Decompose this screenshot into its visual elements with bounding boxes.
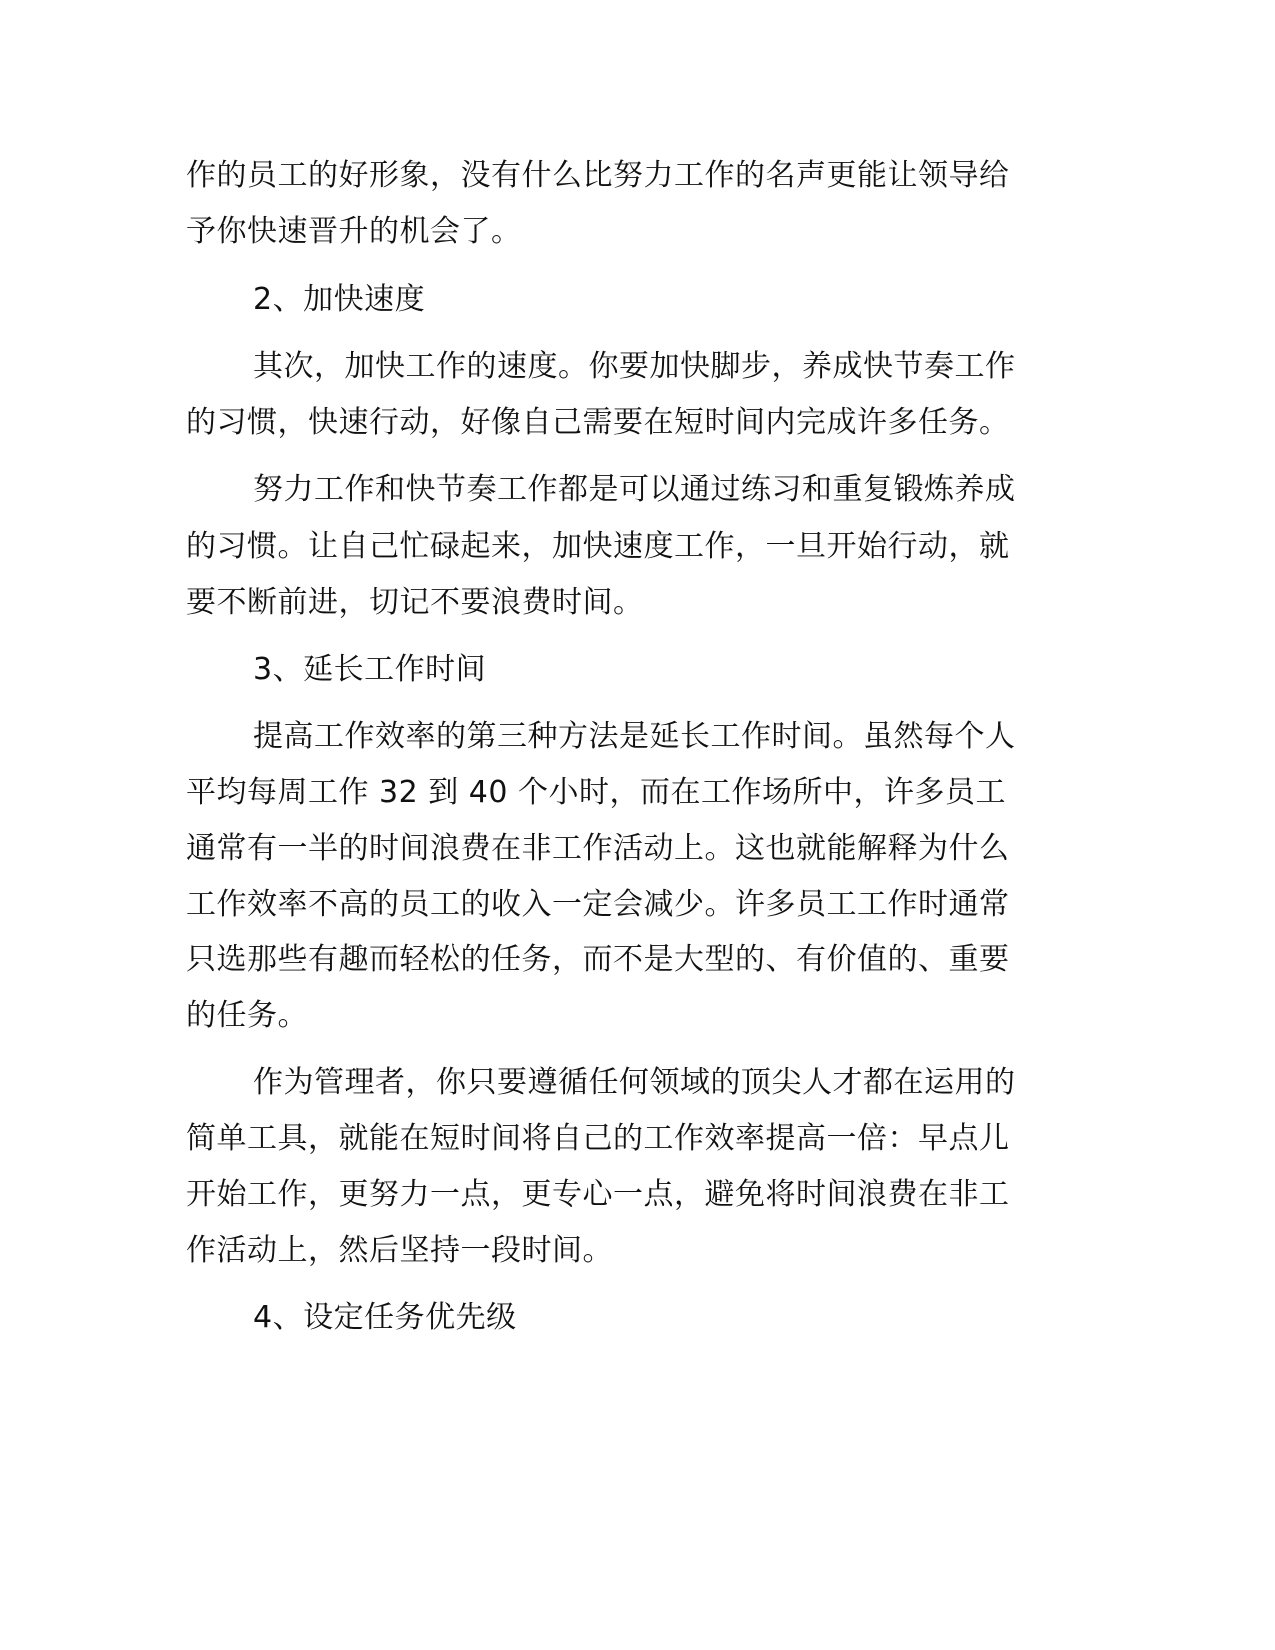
paragraph-line: 开始工作，更努力一点，更专心一点，避免将时间浪费在非工 [186, 1177, 1010, 1212]
paragraph-line: 予你快速晋升的机会了。 [186, 214, 522, 249]
paragraph-line: 要不断前进，切记不要浪费时间。 [186, 585, 644, 620]
paragraph-line: 简单工具，就能在短时间将自己的工作效率提高一倍：早点儿 [186, 1121, 1010, 1156]
section-heading: 2、加快速度 [253, 282, 426, 317]
paragraph-line: 的任务。 [186, 998, 308, 1033]
paragraph-line: 作活动上，然后坚持一段时间。 [186, 1233, 613, 1268]
paragraph-line: 提高工作效率的第三种方法是延长工作时间。虽然每个人 [253, 719, 1016, 754]
paragraph-line: 只选那些有趣而轻松的任务，而不是大型的、有价值的、重要 [186, 942, 1010, 977]
paragraph-line: 作为管理者，你只要遵循任何领域的顶尖人才都在运用的 [253, 1065, 1016, 1100]
paragraph-line: 作的员工的好形象，没有什么比努力工作的名声更能让领导给 [186, 158, 1010, 193]
paragraph-line: 的习惯。让自己忙碌起来，加快速度工作，一旦开始行动，就 [186, 529, 1010, 564]
section-heading: 3、延长工作时间 [253, 652, 487, 687]
paragraph-line: 其次，加快工作的速度。你要加快脚步，养成快节奏工作 [253, 349, 1016, 384]
paragraph-line: 工作效率不高的员工的收入一定会减少。许多员工工作时通常 [186, 887, 1010, 922]
paragraph-line: 平均每周工作 32 到 40 个小时，而在工作场所中，许多员工 [186, 775, 1006, 810]
paragraph-line: 的习惯，快速行动，好像自己需要在短时间内完成许多任务。 [186, 405, 1010, 440]
paragraph-line: 通常有一半的时间浪费在非工作活动上。这也就能解释为什么 [186, 831, 1010, 866]
paragraph-line: 努力工作和快节奏工作都是可以通过练习和重复锻炼养成 [253, 472, 1016, 507]
section-heading: 4、设定任务优先级 [253, 1300, 517, 1335]
